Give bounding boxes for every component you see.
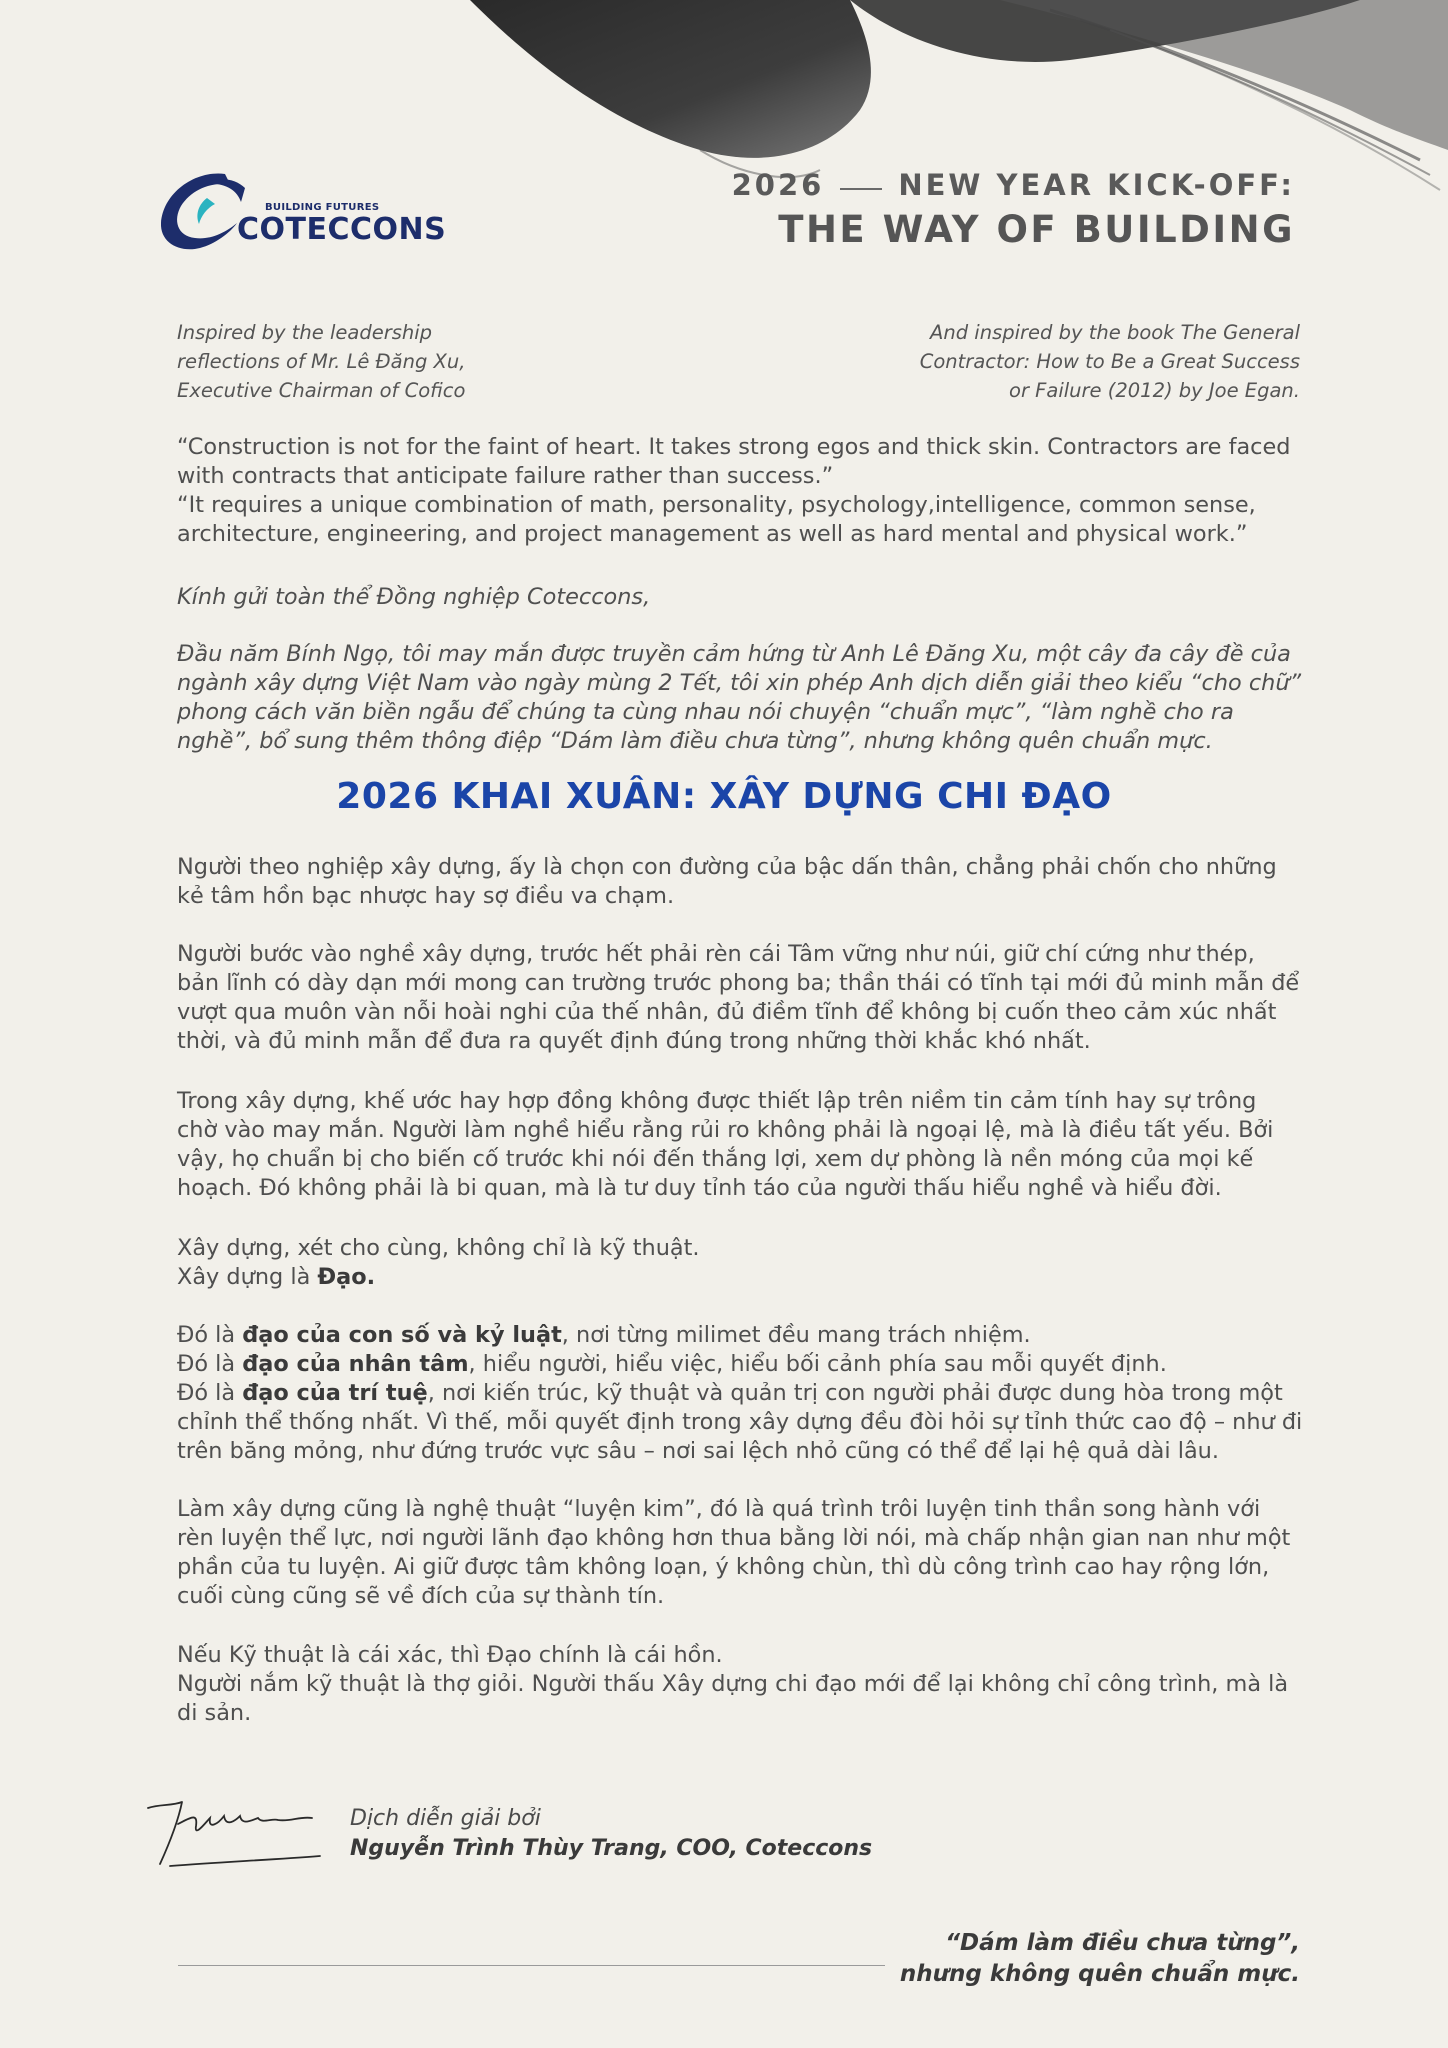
logo-wordmark: COTECCONS [237,212,447,247]
header-kickoff: NEW YEAR KICK-OFF: [898,168,1295,202]
quote-2: “It requires a unique combination of math, personality, psychology,intelligence, common sense, architecture, engineering, and project management as well as hard mental and physical work.” [177,492,1256,547]
p5c-pre: Đó là [177,1380,243,1406]
inspiration-left: Inspired by the leadership reflections of Mr. Lê Đăng Xu, Executive Chairman of Cofico [177,321,466,402]
paragraph-6: Làm xây dựng cũng là nghệ thuật “luyện kim”, đó là quá trình trôi luyện tinh thần song hành với rèn luyện thể lực, nơi người lãnh đạo không hơn thua bằng lời nói, mà chấp nhận gian nan như một phần của tu luyện. Ai giữ được tâm không loạn, ý không chùn, thì dù công trình cao hay rộng lớn, cuối cùng cũng sẽ về đích của sự thành tín. [177,1496,1291,1609]
p5b-bold: đạo của nhân tâm [242,1351,469,1377]
paragraph-7-line-2: Người nắm kỹ thuật là thợ giỏi. Người thấu Xây dựng chi đạo mới để lại không chỉ công trình, mà là di sản. [177,1671,1289,1726]
intro-paragraph: Đầu năm Bính Ngọ, tôi may mắn được truyền cảm hứng từ Anh Lê Đăng Xu, một cây đa cây đề của ngành xây dựng Việt Nam vào ngày mùng 2 Tết, tôi xin phép Anh dịch diễn giải theo kiểu “cho chữ” phong cách văn biền ngẫu để chúng ta cùng nhau nói chuyện “chuẩn mực”, “làm nghề cho ra nghề”, bổ sung thêm thông điệp “Dám làm điều chưa từng”, nhưng không quên chuẩn mực. [177,641,1302,754]
footer-divider [178,1965,885,1966]
paragraph-1: Người theo nghiệp xây dựng, ấy là chọn con đường của bậc dấn thân, chẳng phải chốn cho những kẻ tâm hồn bạc nhược hay sợ điều va chạm. [177,854,1277,909]
paragraph-5-line-2 [177,1350,1303,1379]
p5c-bold: đạo của trí tuệ [242,1380,428,1406]
paragraph-4 [177,1234,1303,1292]
paragraph-7 [177,1641,1303,1728]
p4b-bold: Đạo. [317,1264,376,1290]
coteccons-logo [155,168,445,258]
paragraph-5-line-1 [177,1321,1303,1350]
footer-motto [900,1928,1300,1990]
p5b-pre: Đó là [177,1351,243,1377]
logo-tagline: BUILDING FUTURES [265,202,380,213]
section-title: 2026 KHAI XUÂN: XÂY DỰNG CHI ĐẠO [336,776,1112,817]
inspiration-right: And inspired by the book The General Contractor: How to Be a Great Success or Failure (2012) by Joe Egan. [919,321,1300,402]
motto-line-2: nhưng không quên chuẩn mực. [899,1961,1300,1987]
salutation: Kính gửi toàn thể Đồng nghiệp Coteccons, [177,584,651,610]
header-year: 2026 [731,168,825,202]
p5c-post: , nơi kiến trúc, kỹ thuật và quản trị con người phải được dung hòa trong một chỉnh thể thống nhất. Vì thế, mỗi quyết định trong xây dựng đều đòi hỏi sự tỉnh thức cao độ – như đi trên băng mỏng, như đứng trước vực sâu – nơi sai lệch nhỏ cũng có thể để lại hệ quả dài lâu. [177,1380,1303,1464]
signature-name: Nguyễn Trình Thùy Trang, COO, Coteccons [350,1836,873,1861]
paragraph-5-line-3 [177,1379,1303,1466]
p5b-post: , hiểu người, hiểu việc, hiểu bối cảnh phía sau mỗi quyết định. [468,1351,1167,1377]
p4b-text: Xây dựng là [177,1264,318,1290]
motto-line-1: “Dám làm điều chưa từng”, [945,1930,1300,1956]
quote-1: “Construction is not for the faint of heart. It takes strong egos and thick skin. Contractors are faced with contracts that anticipate failure rather than success.” [177,434,1291,489]
page-title: THE WAY OF BUILDING [778,208,1295,251]
p5a-post: , nơi từng milimet đều mang trách nhiệm. [561,1322,1031,1348]
handwritten-signature [140,1782,330,1872]
paragraph-5 [177,1321,1303,1466]
header-kickoff-line [732,168,1295,202]
p5a-bold: đạo của con số và kỷ luật [242,1322,562,1348]
quote-block [177,433,1303,549]
paragraph-4-line-1: Xây dựng, xét cho cùng, không chỉ là kỹ thuật. [177,1235,700,1261]
paragraph-4-line-2 [177,1263,1303,1292]
header-divider [840,188,882,190]
paragraph-2: Người bước vào nghề xây dựng, trước hết phải rèn cái Tâm vững như núi, giữ chí cứng như thép, bản lĩnh có dày dạn mới mong can trường trước phong ba; thần thái có tĩnh tại mới đủ minh mẫn để vượt qua muôn vàn nỗi hoài nghi của thế nhân, đủ điềm tĩnh để không bị cuốn theo cảm xúc nhất thời, và đủ minh mẫn để đưa ra quyết định đúng trong những thời khắc khó nhất. [177,941,1300,1054]
signature-label: Dịch diễn giải bởi [350,1806,541,1831]
p5a-pre: Đó là [177,1322,243,1348]
paragraph-7-line-1: Nếu Kỹ thuật là cái xác, thì Đạo chính là cái hồn. [177,1642,723,1668]
paragraph-3: Trong xây dựng, khế ước hay hợp đồng không được thiết lập trên niềm tin cảm tính hay sự trông chờ vào may mắn. Người làm nghề hiểu rằng rủi ro không phải là ngoại lệ, mà là điều tất yếu. Bởi vậy, họ chuẩn bị cho biến cố trước khi nói đến thắng lợi, xem dự phòng là nền móng của mọi kế hoạch. Đó không phải là bi quan, mà là tư duy tỉnh táo của người thấu hiểu nghề và hiểu đời. [177,1088,1274,1201]
